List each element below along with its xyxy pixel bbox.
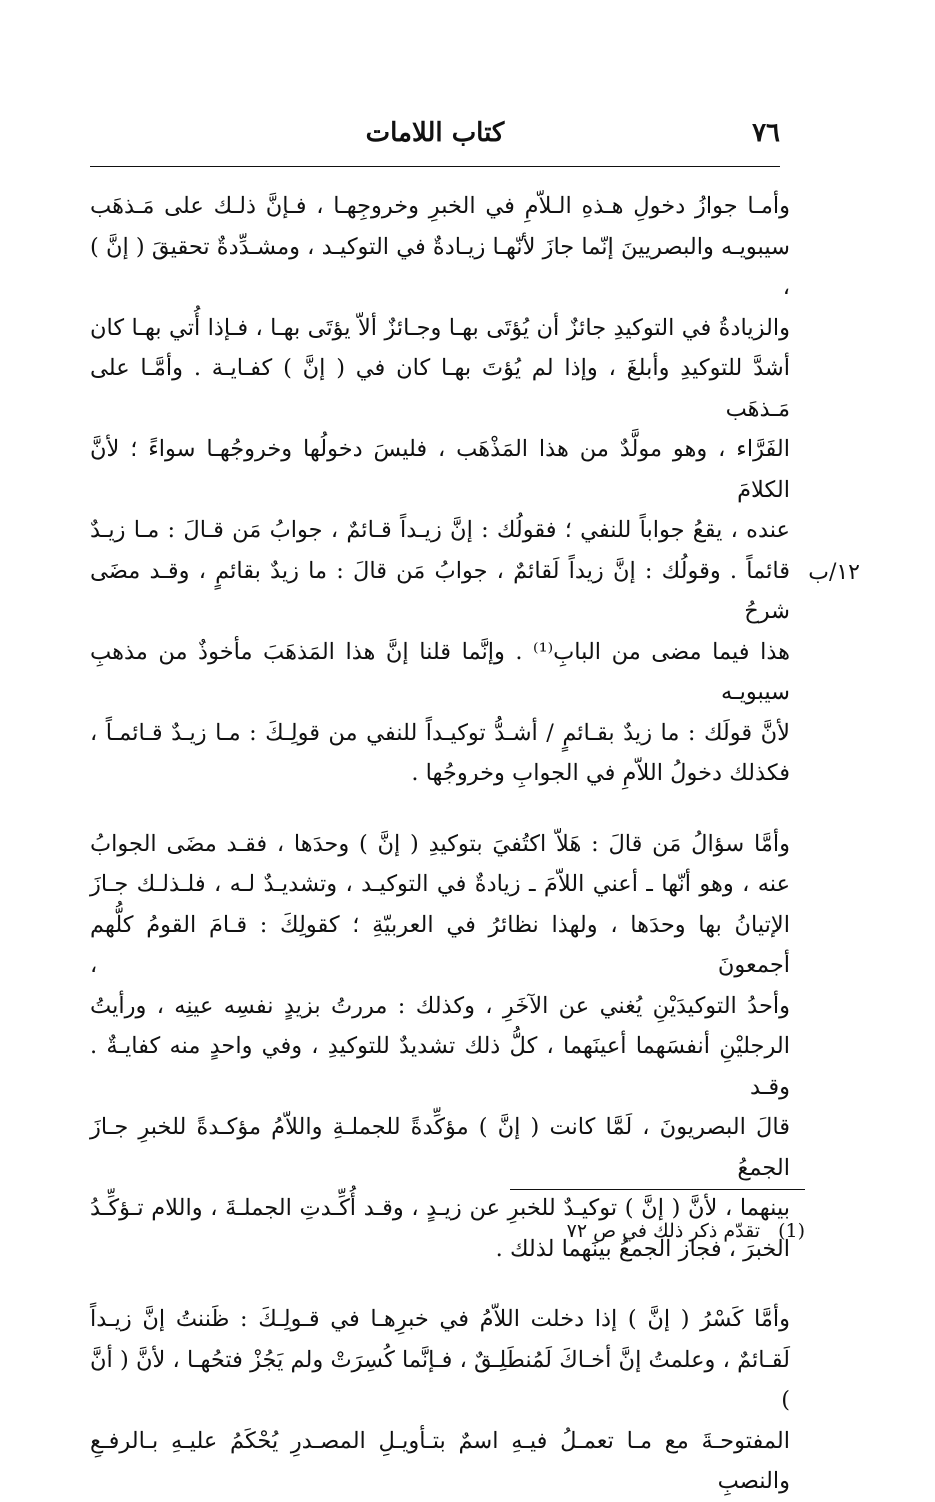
text-line: قالَ البصريونَ ، لَمَّا كانت ( إنَّ ) مؤكِّدةً للجملـةِ واللاّمُ مؤكـدةً للخبرِ جـازَ الجمعُ — [90, 1114, 790, 1181]
text-line: وأحدُ التوكيدَيْنِ يُغني عن الآخَرِ ، وكذلك : مررتُ بزيدٍ نفسِه عينِه ، ورأيتُ — [90, 992, 790, 1019]
margin-folio-reference: ١٢/ب — [808, 560, 860, 585]
text-line: فكذلك دخولُ اللاّمِ في الجوابِ وخروجُها . — [411, 760, 790, 786]
text-line: أشدَّ للتوكيدِ وأبلغَ ، وإذا لم يُؤتَ بهـا كان في ( إنَّ ) كفـايـة . وأمَّـا على مَـذهَب — [90, 355, 790, 422]
text-line: وأمَّا سؤالُ مَن قالَ : هَلاّ اكتُفيَ بتوكيدِ ( إنَّ ) وحدَها ، فقـد مضَى الجوابُ — [90, 830, 790, 857]
text-line: لأنَّ قولَك : ما زيدٌ بقـائمٍ / أشـدُّ توكيـداً للنفي من قولِـكَ : مـا زيـدٌ قـائمـاً ، — [90, 719, 790, 746]
paragraph-1 — [90, 186, 790, 794]
running-title: كتاب اللامات — [365, 118, 505, 148]
paragraph-gap — [90, 794, 790, 824]
footnote-divider — [510, 1189, 805, 1190]
text-line: عنده ، يقعُ جواباً للنفي ؛ فقولُك : إنَّ زيـداً قـائمٌ ، جوابُ مَن قـالَ : مـا زيـدٌ — [90, 517, 790, 543]
text-line: سيبويـه والبصريينَ إنّما جازَ لأنّهـا زيـادةٌ في التوكيـد ، ومشـدِّدةٌ تحقيقَ ( إنَّ ) ، — [90, 233, 790, 300]
text-line: عنه ، وهو أنّها ـ أعني اللاّمَ ـ زيادةٌ في التوكيـد ، وتشديـدٌ لـه ، فلـذلـك جـازَ — [90, 871, 790, 897]
footnote — [567, 1220, 805, 1242]
paragraph-2 — [90, 824, 790, 1270]
text-line: الخبرَ ، فجاز الجمعُ بينَهما لذلك . — [495, 1235, 790, 1262]
text-line: المفتوحـةَ مع مـا تعمـلُ فيـهِ اسمٌ بتـأويـلِ المصـدرِ يُحْكَمُ عليـهِ بـالرفـعِ والنصبِ — [90, 1427, 790, 1494]
text-line: والزيادةُ في التوكيدِ جائزٌ أن يُؤتَى بهـا وجـائزٌ ألاّ يؤتَى بهـا ، فـإذا أُتي بهـا كان — [90, 314, 790, 341]
text-line: وأمَّا كَسْرُ ( إنَّ ) إذا دخلت اللاّمُ في خبرِهـا في قـولِـكَ : ظَننتُ إنَّ زيـداً — [90, 1306, 790, 1332]
text-line: لَقـائمٌ ، وعلمتُ إنَّ أخـاكَ لَمُنطَلِـقٌ ، فـإنَّما كُسِرَتْ ولم يَجُزْ فتحُهـا ، لأنَّ ( أنَّ ) — [90, 1346, 790, 1413]
page-number: ٧٦ — [752, 118, 780, 148]
paragraph-3 — [90, 1299, 790, 1502]
text-line: الفَرَّاء ، وهو مولَّدٌ من هذا المَذْهَب ، فليسَ دخولُها وخروجُهـا سواءً ؛ لأنَّ الكلامَ — [90, 436, 790, 503]
text-line: الرجليْنِ أنفسَهما أعينَهما ، كلُّ ذلك تشديدٌ للتوكيدِ ، وفي واحدٍ منه كفايـةٌ . وقـد — [90, 1033, 790, 1100]
paragraph-gap — [90, 1269, 790, 1299]
text-line: قائماً . وقولُك : إنَّ زيداً لَقائمٌ ، جوابُ مَن قالَ : ما زيدٌ بقائمٍ ، وقـد مضَى شرحُ — [90, 557, 790, 624]
page-header — [90, 118, 780, 154]
text-line: بينهما ، لأنَّ ( إنَّ ) توكيـدٌ للخبرِ عن زيـدٍ ، وقـد أُكِّـدتِ الجملـةَ ، واللام تـؤكِّـدُ — [90, 1195, 790, 1221]
footnote-text: تقدّم ذكر ذلك في ص ٧٢ — [566, 1220, 761, 1242]
footnote-marker: (1) — [778, 1220, 805, 1242]
text-line: هذا فيما مضى من البابِ⁽¹⁾ . وإنَّما قلنا إنَّ هذا المَذهَبَ مأخوذٌ من مذهبِ سيبويـه — [90, 638, 790, 705]
text-line: وأمـا جوازُ دخولِ هـذهِ الـلاّمِ في الخبرِ وخروجِهـا ، فـإنَّ ذلـك على مَـذهَب — [90, 193, 790, 219]
body-text — [90, 186, 790, 1502]
text-line: الإتيانُ بها وحدَها ، ولهذا نظائرُ في العربيّةِ ؛ كقولِكَ : قـامَ القومُ كلُّهم أجمعونَ ، — [90, 911, 790, 978]
header-divider — [90, 166, 780, 167]
